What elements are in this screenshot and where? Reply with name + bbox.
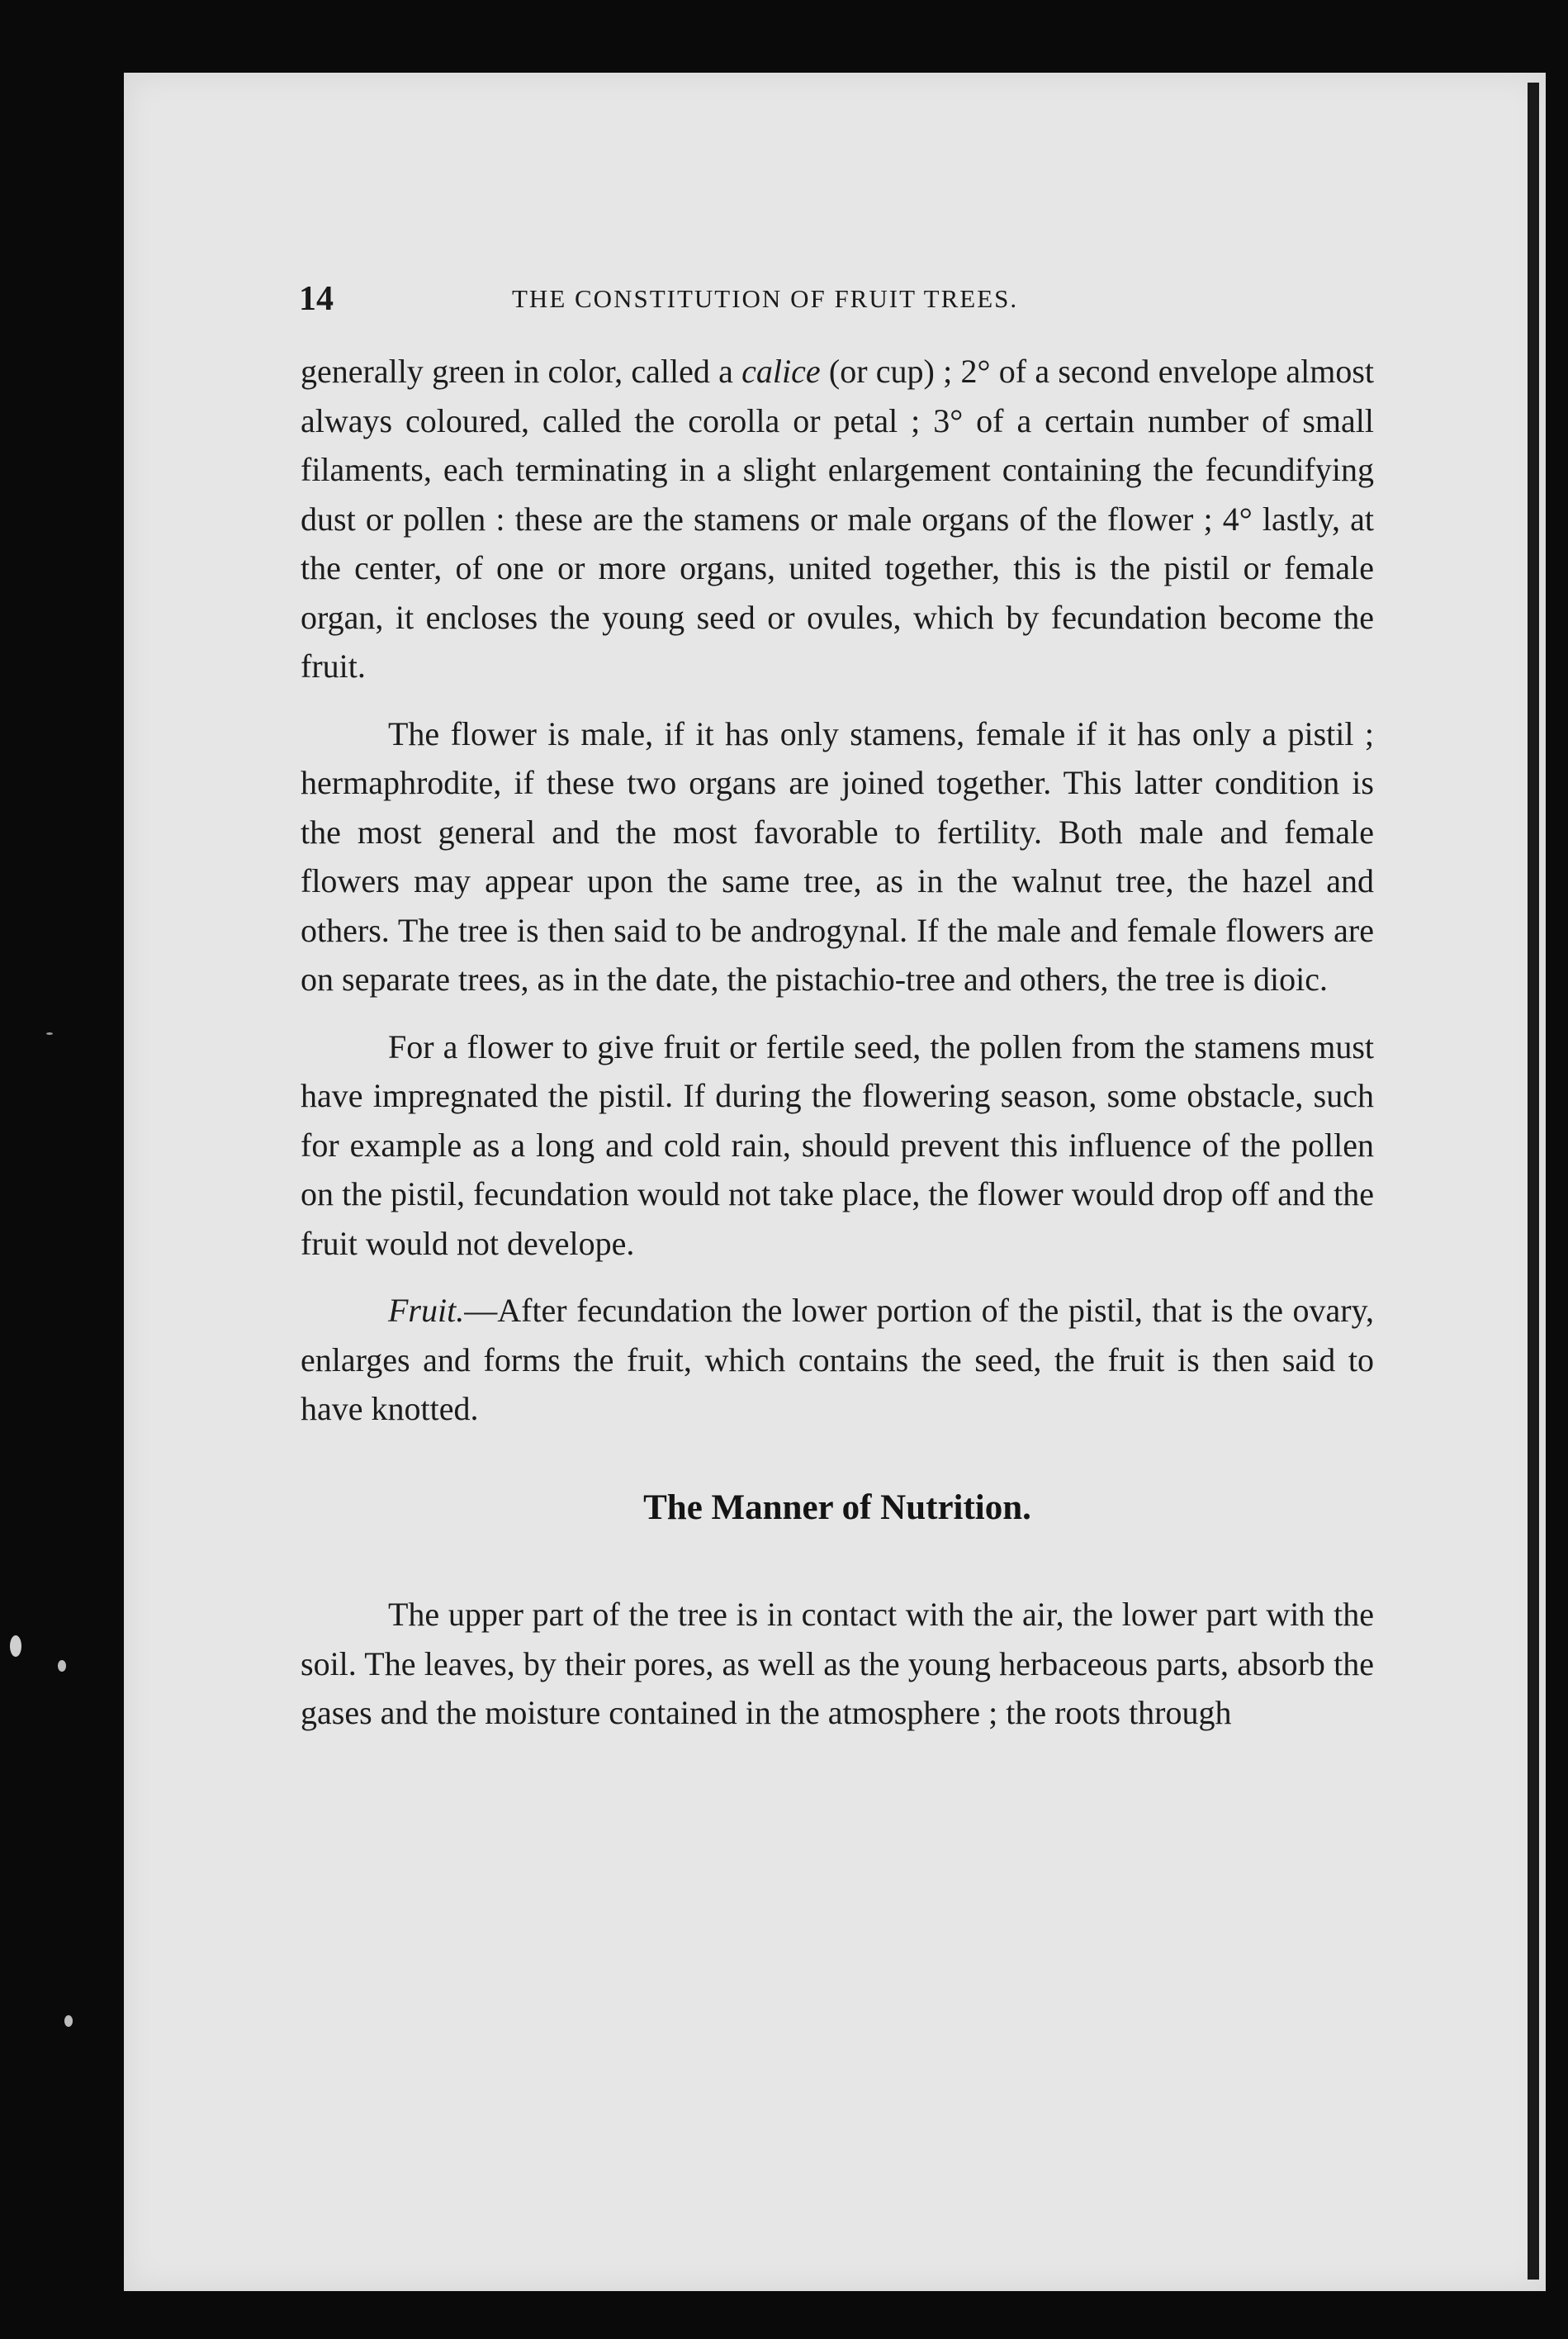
paragraph-4-text: —After fecundation the lower portion of the pistil, that is the ovary, enlarges and forms the fruit, which contains the seed, the fruit is then said to have knotted. — [301, 1292, 1374, 1427]
page-header — [299, 279, 1389, 320]
page-edge — [1528, 83, 1539, 2280]
section-heading: The Manner of Nutrition. — [643, 1487, 1031, 1527]
page-number: 14 — [299, 280, 334, 318]
running-title: THE CONSTITUTION OF FRUIT TREES. — [512, 284, 1019, 313]
paragraph-4-italic: Fruit. — [388, 1292, 465, 1329]
paragraph-1-text-b: (or cup) ; 2° of a second envelope almost always coloured, called the corolla or petal ; 3° of a certain number of small filaments, each terminating in a slight enlargement containing the fecundifying dust or pollen : these are the stamens or male organs of the flower ; 4° lastly, at the center, of one or more organs, united together, this is the pistil or female organ, it encloses the young seed or ovules, which by fecundation become the fruit. — [301, 353, 1374, 685]
paragraph-1-italic: calice — [741, 353, 821, 390]
paragraph-2: The flower is male, if it has only stamens, female if it has only a pistil ; hermaphrodite, if these two organs are joined together. This latter condition is the most general and the most favorable to fertility. Both male and female flowers may appear upon the same tree, as in the walnut tree, the hazel and others. The tree is then said to be androgynal. If the male and female flowers are on separate trees, as in the date, the pistachio-tree and others, the tree is dioic. — [301, 714, 1374, 998]
body-text — [301, 347, 1374, 1756]
paragraph-5: The upper part of the tree is in contact with the air, the lower part with the soil. The leaves, by their pores, as well as the young herbaceous parts, absorb the gases and the moisture contained in the atmosphere ; the roots through — [301, 1596, 1374, 1731]
paragraph-4 — [301, 1286, 1374, 1434]
paragraph-3: For a flower to give fruit or fertile seed, the pollen from the stamens must have impregnated the pistil. If during the flowering season, some obstacle, such for example as a long and cold rain, should prevent this influence of the pollen on the pistil, fecundation would not take place, the flower would drop off and the fruit would not develope. — [301, 1027, 1374, 1262]
paragraph-1 — [301, 347, 1374, 691]
paragraph-1-text-a: generally green in color, called a — [301, 353, 742, 390]
